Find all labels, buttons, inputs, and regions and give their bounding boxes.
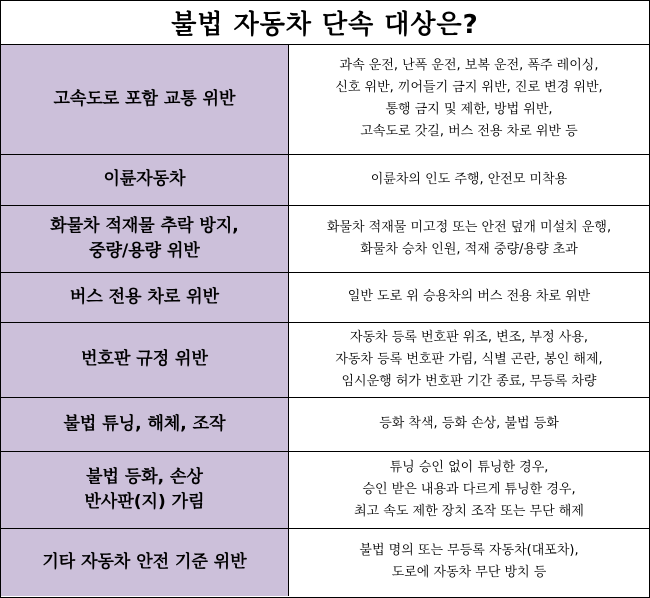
table-row [1, 397, 649, 451]
violation-category-cell [1, 272, 289, 322]
table-row [1, 154, 649, 205]
violation-detail-line: 자동차 등록 번호판 위조, 변조, 부정 사용, [349, 329, 589, 345]
violation-detail-line: 임시운행 허가 번호판 기간 종료, 무등록 차량 [341, 373, 597, 389]
violation-category-label: 번호판 규정 위반 [81, 349, 208, 369]
table-row [1, 528, 649, 596]
violation-detail-line: 일반 도로 위 승용차의 버스 전용 차로 위반 [347, 289, 591, 304]
violation-detail-line: 승인 받은 내용과 다르게 튜닝한 경우, [362, 481, 576, 497]
violation-detail-cell [289, 528, 650, 596]
table-row [1, 45, 649, 154]
violation-detail-line: 신호 위반, 끼어들기 금지 위반, 진로 변경 위반, [335, 80, 603, 96]
violation-detail-line: 과속 운전, 난폭 운전, 보복 운전, 폭주 레이싱, [339, 58, 599, 74]
violation-category-label: 화물차 적재물 추락 방지, [50, 215, 239, 236]
violation-category-cell [1, 45, 289, 154]
violation-detail-line: 이륜차의 인도 주행, 안전모 미착용 [370, 171, 568, 187]
table-title: 불법 자동차 단속 대상은? [1, 1, 649, 45]
enforcement-table [1, 45, 649, 596]
violation-detail-line: 도로에 자동차 무단 방치 등 [391, 565, 547, 581]
violation-detail-cell [289, 322, 650, 397]
violation-category-cell [1, 451, 289, 528]
violation-detail-cell [289, 45, 650, 154]
violation-detail-line: 최고 속도 제한 장치 조작 또는 무단 해제 [354, 503, 584, 519]
table-row [1, 451, 649, 528]
violation-detail-line: 자동차 등록 번호판 가림, 식별 곤란, 봉인 해제, [335, 351, 603, 367]
violation-category-label: 불법 튜닝, 해체, 조작 [63, 413, 226, 434]
violation-detail-cell [289, 205, 650, 272]
violation-category-cell [1, 322, 289, 397]
violation-detail-line: 고속도로 갓길, 버스 전용 차로 위반 등 [360, 124, 578, 140]
violation-detail-line: 화물차 승차 인원, 적재 중량/용량 초과 [360, 241, 578, 257]
table-row [1, 322, 649, 397]
violation-category-label: 고속도로 포함 교통 위반 [53, 88, 236, 109]
violation-detail-cell [289, 154, 650, 205]
violation-category-label: 중량/용량 위반 [89, 240, 200, 261]
violation-category-label: 이륜자동차 [103, 169, 186, 189]
violation-category-cell [1, 397, 289, 451]
violation-detail-line: 통행 금지 및 제한, 방법 위반, [385, 102, 553, 118]
table-row [1, 272, 649, 322]
violation-category-label: 버스 전용 차로 위반 [69, 286, 220, 307]
violation-detail-line: 튜닝 승인 없이 튜닝한 경우, [389, 459, 549, 475]
violation-category-label: 불법 등화, 손상 [86, 466, 203, 487]
violation-detail-line: 불법 명의 또는 무등록 자동차(대포차), [359, 543, 579, 559]
violation-detail-line: 등화 착색, 등화 손상, 불법 등화 [379, 416, 559, 431]
violation-category-cell [1, 205, 289, 272]
violation-category-cell [1, 154, 289, 205]
violation-category-cell [1, 528, 289, 596]
table-row [1, 205, 649, 272]
enforcement-table-body [1, 45, 649, 596]
violation-detail-cell [289, 397, 650, 451]
violation-category-label: 기타 자동차 안전 기준 위반 [42, 551, 247, 572]
violation-detail-cell [289, 451, 650, 528]
violation-detail-line: 화물차 적재물 미고정 또는 안전 덮개 미설치 운행, [326, 219, 612, 235]
violation-detail-cell [289, 272, 650, 322]
violation-category-label: 반사판(지) 가림 [84, 491, 205, 512]
